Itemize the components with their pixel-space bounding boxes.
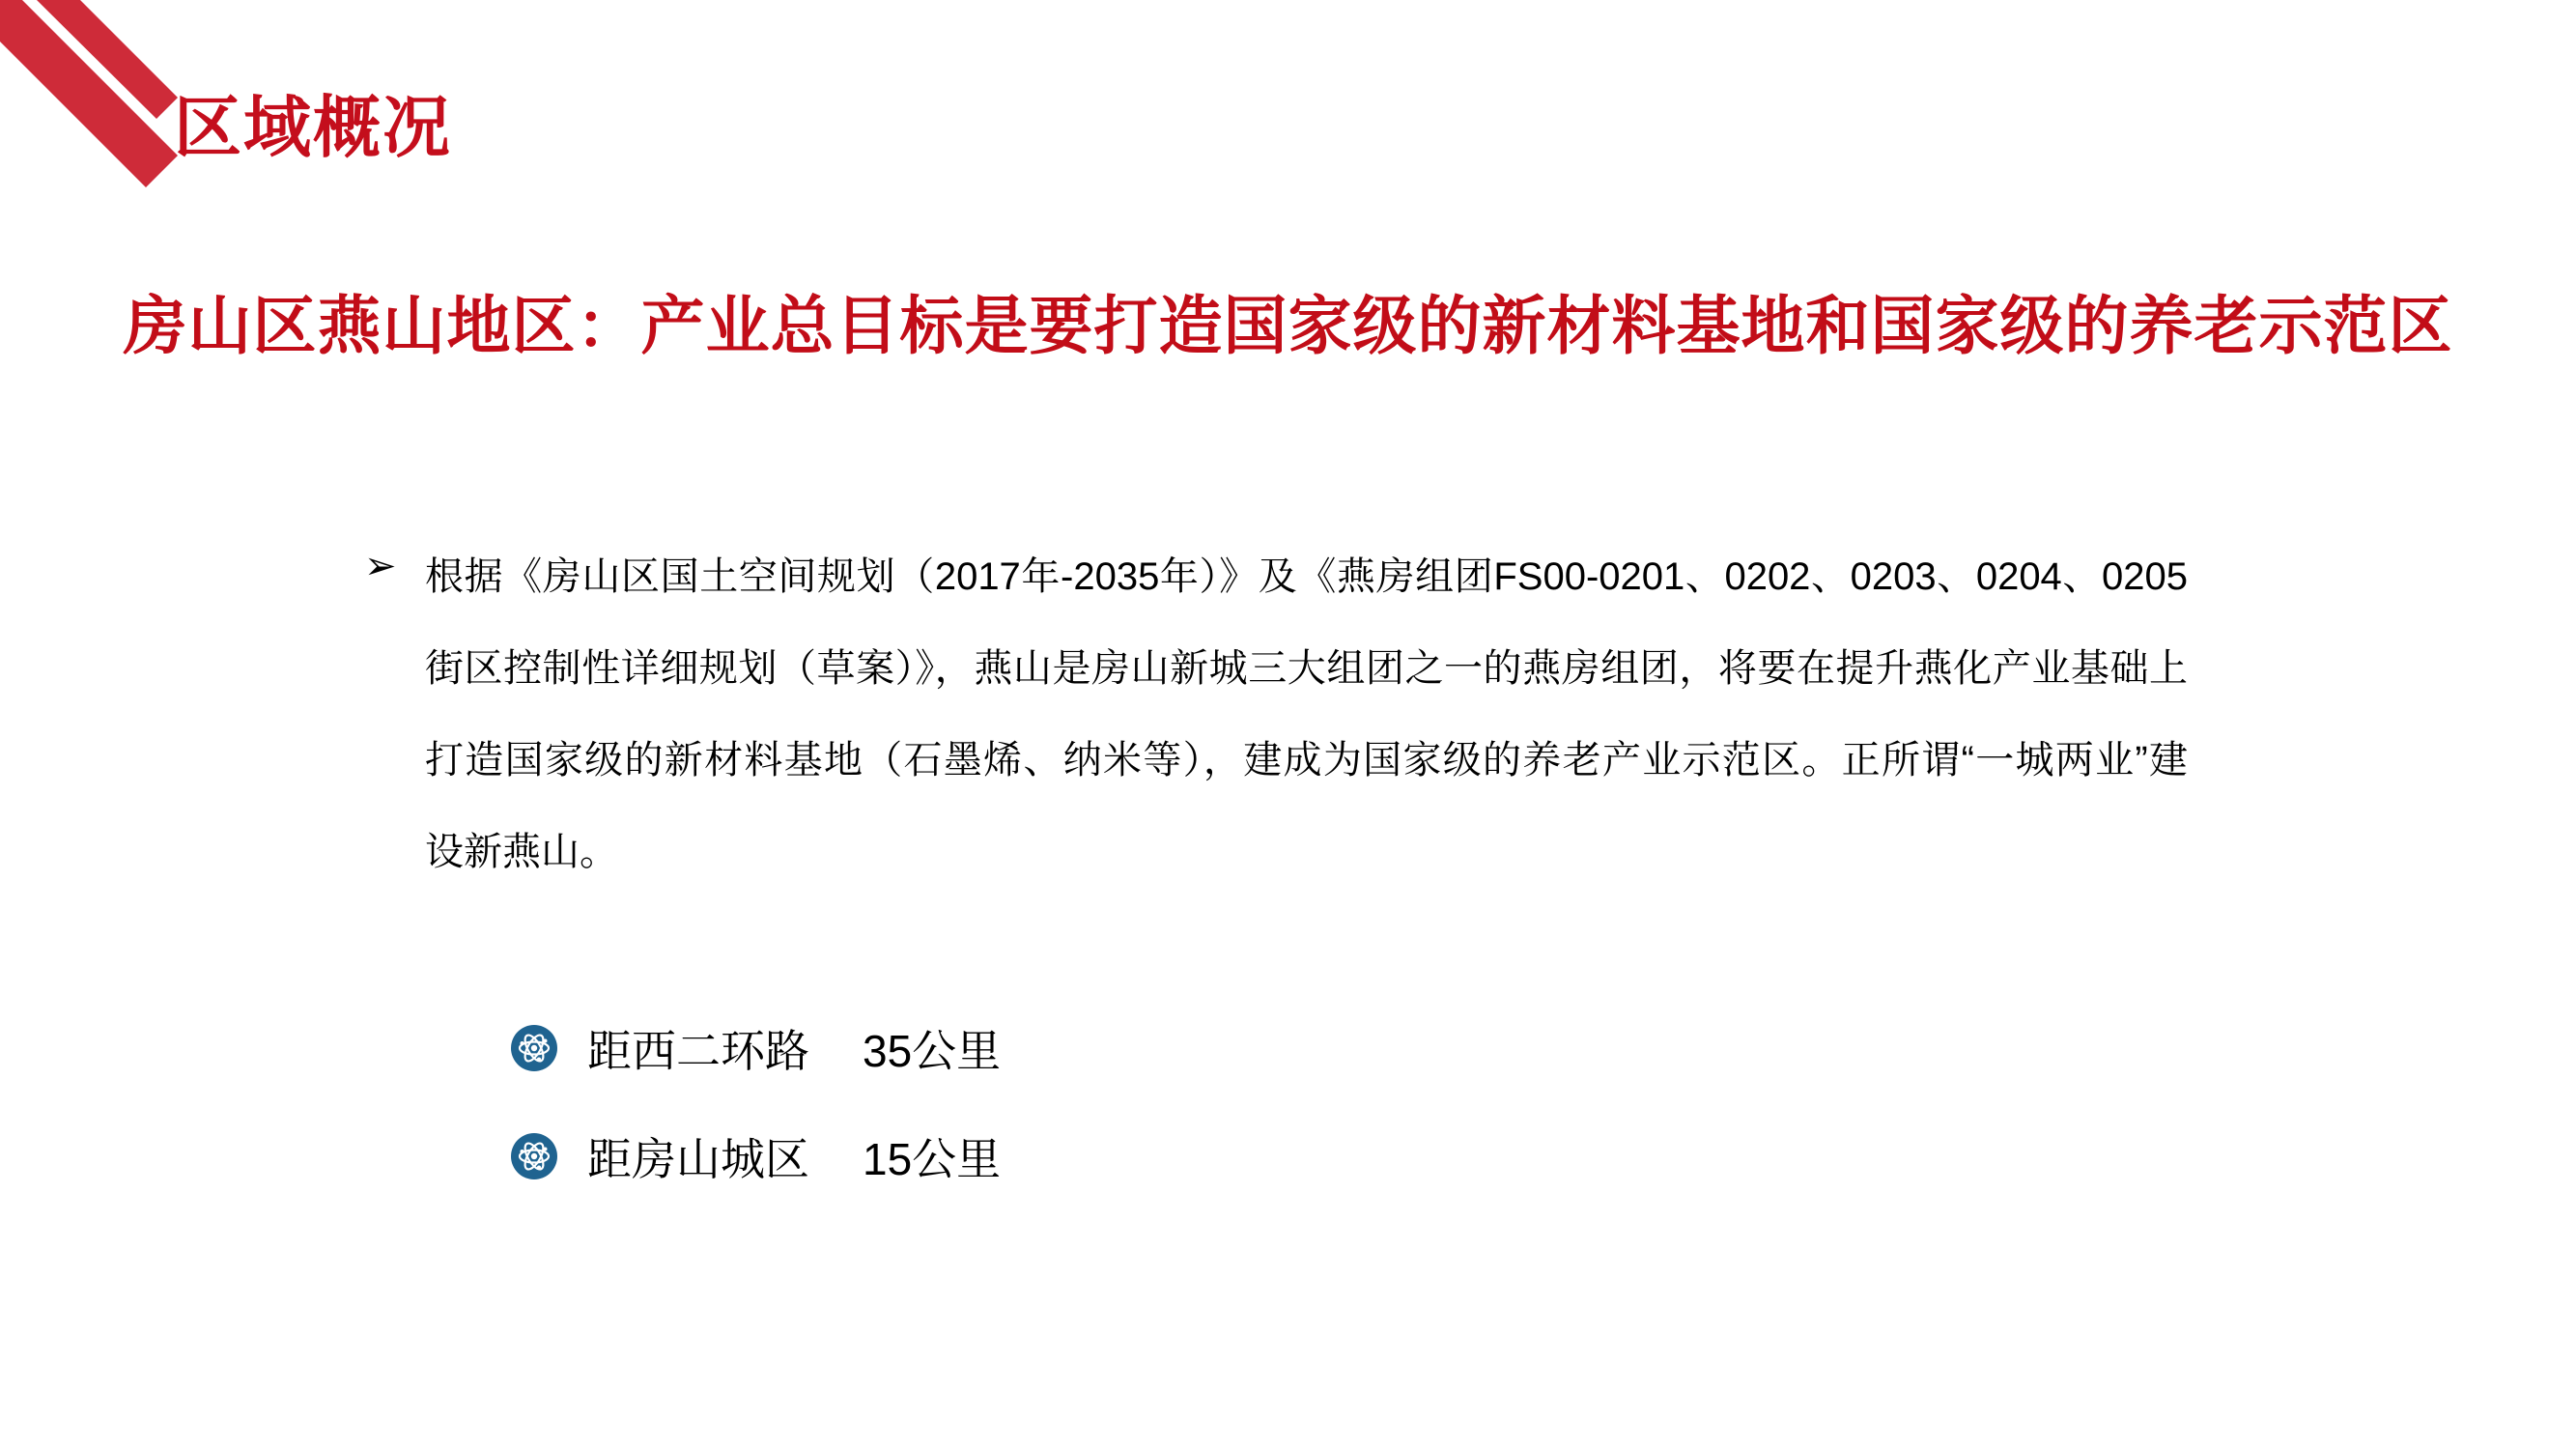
distance-value: 15公里 [863,1134,1002,1184]
paragraph-line: 街区控制性详细规划（草案）》，燕山是房山新城三大组团之一的燕房组团，将要在提升燕化产业基础上 [425,647,2188,690]
headline: 房山区燕山地区：产业总目标是要打造国家级的新材料基地和国家级的养老示范区 [123,290,2453,361]
distance-value: 35公里 [863,1026,1002,1076]
distance-label: 距房山城区 [587,1134,809,1184]
distance-label: 距西二环路 [587,1026,809,1076]
section-title: 区域概况 [174,90,452,165]
paragraph-line: 根据《房山区国土空间规划（2017年-2035年）》及《燕房组团FS00-0201、0202、0203、0204、0205 [425,555,2188,598]
body-paragraph [425,531,2188,898]
atom-icon [510,1024,558,1072]
bullet-arrow-icon: ➢ [364,545,397,587]
paragraph-line: 设新燕山。 [425,831,618,873]
distance-list [510,1022,1001,1238]
paragraph-line: 打造国家级的新材料基地（石墨烯、纳米等），建成为国家级的养老产业示范区。正所谓“一城两业”建 [425,739,2188,781]
distance-item [510,1022,1001,1074]
distance-item [510,1130,1001,1182]
corner-stripes-decoration [0,0,193,193]
atom-icon [510,1132,558,1180]
